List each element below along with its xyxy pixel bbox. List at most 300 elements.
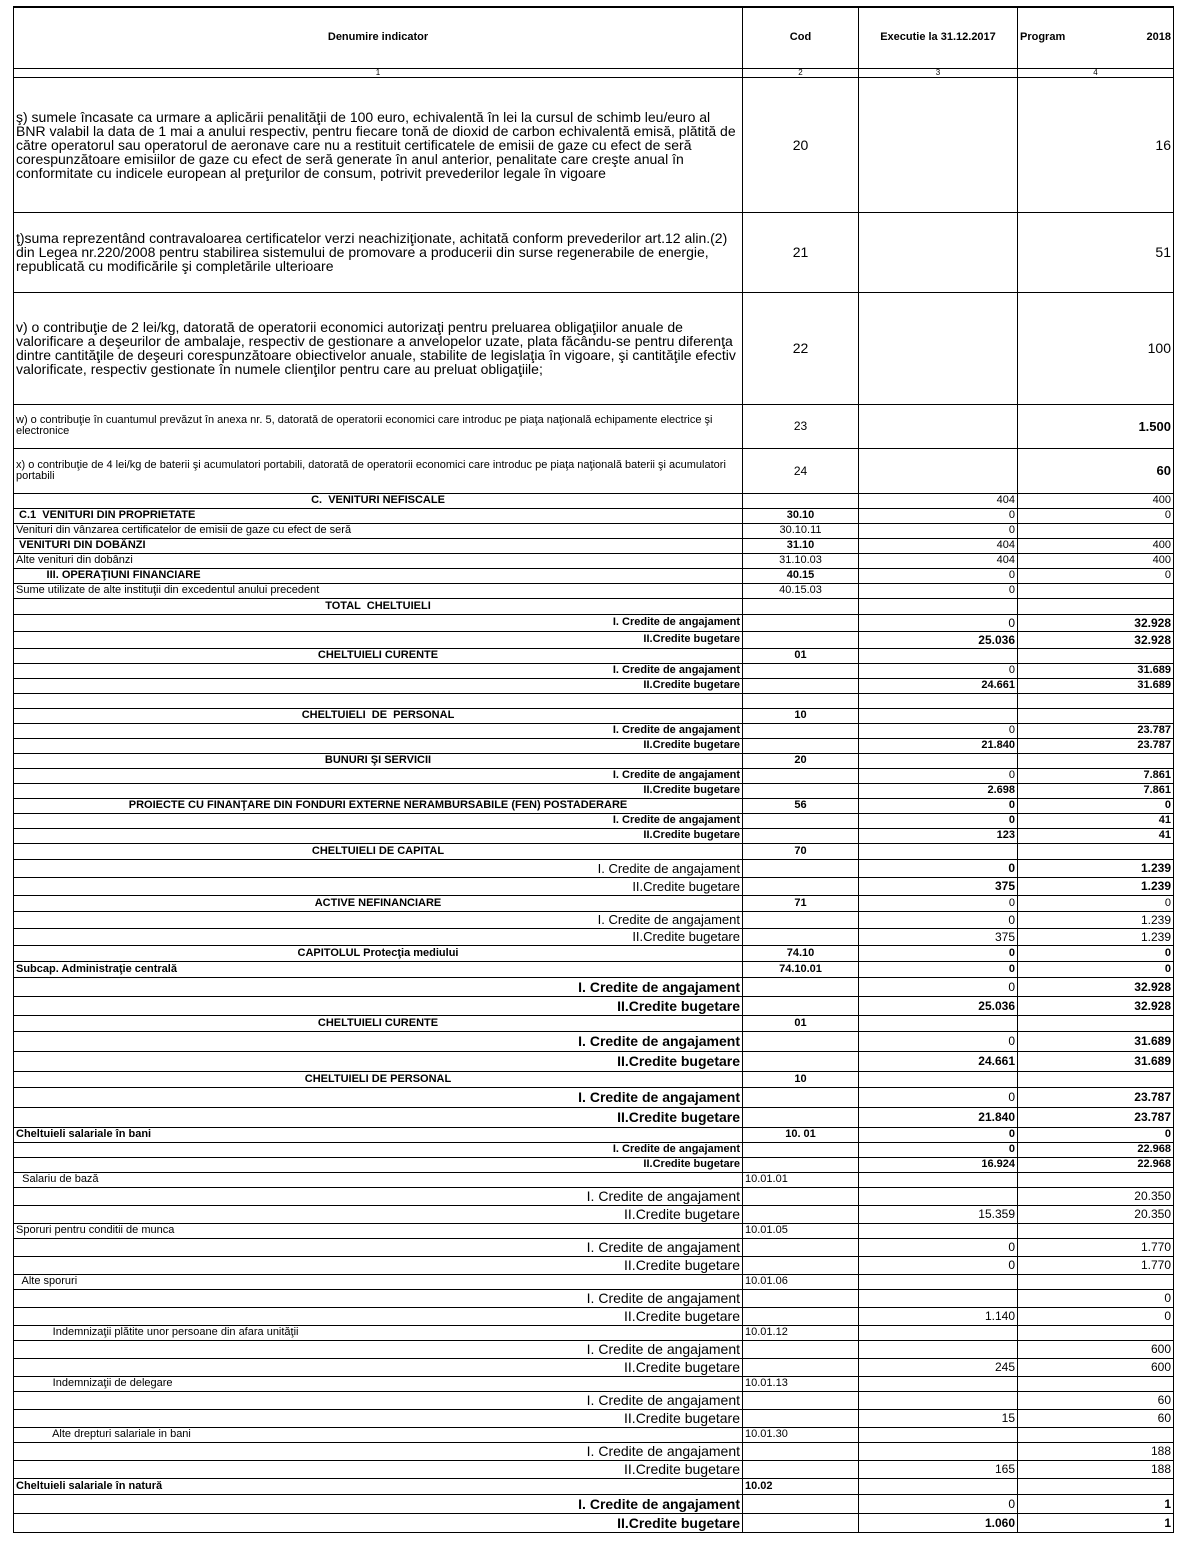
indicator-code: 10. 01 <box>743 1127 859 1142</box>
table-row <box>14 977 1174 996</box>
table-row <box>14 738 1174 753</box>
execution-value <box>859 693 1018 708</box>
indicator-name: Subcap. Administraţie centrală <box>14 961 743 977</box>
indicator-name: I. Credite de angajament <box>14 1391 743 1409</box>
execution-value: 2.698 <box>859 783 1018 798</box>
table-row <box>14 1223 1174 1238</box>
indicator-code: 22 <box>743 292 859 404</box>
program-value: 41 <box>1018 828 1174 843</box>
indicator-name: Alte drepturi salariale in bani <box>14 1427 743 1442</box>
indicator-name: x) o contribuţie de 4 lei/kg de baterii şi acumulatori portabili, datorată de operatorii economici care introduc pe piaţa naţională baterii şi acumulatori portabili <box>14 448 743 493</box>
execution-value: 21.840 <box>859 1107 1018 1127</box>
budget-table <box>13 6 1174 1533</box>
table-row <box>14 1031 1174 1051</box>
program-value <box>1018 1274 1174 1289</box>
program-value <box>1018 648 1174 663</box>
indicator-code <box>743 828 859 843</box>
execution-value: 0 <box>859 1031 1018 1051</box>
table-row <box>14 614 1174 631</box>
indicator-name: II.Credite bugetare <box>14 1205 743 1223</box>
indicator-name: II.Credite bugetare <box>14 1409 743 1427</box>
program-value <box>1018 1325 1174 1340</box>
table-row <box>14 678 1174 693</box>
program-value: 31.689 <box>1018 678 1174 693</box>
indicator-name: w) o contribuţie în cuantumul prevăzut în anexa nr. 5, datorată de operatorii economici care introduc pe piaţa naţională echipamente electrice şi electronice <box>14 404 743 448</box>
table-row <box>14 538 1174 553</box>
indicator-code: 74.10.01 <box>743 961 859 977</box>
execution-value <box>859 1427 1018 1442</box>
indicator-code <box>743 598 859 614</box>
program-value: 188 <box>1018 1442 1174 1460</box>
indicator-code: 31.10.03 <box>743 553 859 568</box>
indicator-code <box>743 768 859 783</box>
execution-value: 0 <box>859 768 1018 783</box>
program-value: 32.928 <box>1018 614 1174 631</box>
program-value: 0 <box>1018 895 1174 911</box>
indicator-code <box>743 1409 859 1427</box>
execution-value: 404 <box>859 493 1018 508</box>
indicator-code <box>743 493 859 508</box>
execution-value: 15 <box>859 1409 1018 1427</box>
table-row <box>14 1051 1174 1071</box>
indicator-code <box>743 911 859 928</box>
table-row <box>14 1256 1174 1274</box>
indicator-code: 40.15 <box>743 568 859 583</box>
indicator-name: I. Credite de angajament <box>14 1187 743 1205</box>
table-row <box>14 648 1174 663</box>
indicator-name: I. Credite de angajament <box>14 813 743 828</box>
indicator-name: II.Credite bugetare <box>14 1256 743 1274</box>
execution-value <box>859 1172 1018 1187</box>
indicator-code <box>743 1391 859 1409</box>
table-row <box>14 1172 1174 1187</box>
indicator-name: ş) sumele încasate ca urmare a aplicării penalităţii de 100 euro, echivalentă în lei la cursul de schimb leu/euro al BNR valabil la data de 1 mai a anului respectiv, pentru fiecare tonă de dioxid de carbon echivalentă emisă, plătită de către operatorul sau operatorul de aeronave care nu a restituit certificatele de emisii de gaze cu efect de seră corespunzătoare emisiilor de gaze cu efect de seră generate în anul anterior, penalitate care creşte anual în conformitate cu indicele european al preţurilor de consum, potrivit prevederilor legale în vigoare <box>14 77 743 212</box>
table-row <box>14 828 1174 843</box>
indicator-name: PROIECTE CU FINANŢARE DIN FONDURI EXTERNE NERAMBURSABILE (FEN) POSTADERARE <box>14 798 743 813</box>
indicator-name: Salariu de bază <box>14 1172 743 1187</box>
program-value: 1.239 <box>1018 911 1174 928</box>
program-value <box>1018 1172 1174 1187</box>
execution-value: 15.359 <box>859 1205 1018 1223</box>
indicator-code <box>743 1107 859 1127</box>
indicator-code <box>743 996 859 1015</box>
execution-value: 245 <box>859 1358 1018 1376</box>
table-row <box>14 1442 1174 1460</box>
table-row <box>14 1325 1174 1340</box>
indicator-name: VENITURI DIN DOBÂNZI <box>14 538 743 553</box>
program-value: 23.787 <box>1018 738 1174 753</box>
table-row <box>14 911 1174 928</box>
program-value <box>1018 708 1174 723</box>
indicator-code <box>743 693 859 708</box>
header-execution: Executie la 31.12.2017 <box>859 7 1018 68</box>
execution-value <box>859 77 1018 212</box>
execution-value: 0 <box>859 859 1018 877</box>
table-row <box>14 292 1174 404</box>
column-number: 2 <box>743 68 859 77</box>
indicator-code <box>743 1442 859 1460</box>
table-row <box>14 1460 1174 1478</box>
indicator-code: 10.02 <box>743 1478 859 1494</box>
indicator-code <box>743 1289 859 1307</box>
program-value <box>1018 753 1174 768</box>
indicator-code <box>743 1051 859 1071</box>
program-value: 32.928 <box>1018 977 1174 996</box>
indicator-name: I. Credite de angajament <box>14 1340 743 1358</box>
execution-value: 1.140 <box>859 1307 1018 1325</box>
program-value: 41 <box>1018 813 1174 828</box>
table-row <box>14 1376 1174 1391</box>
program-value: 400 <box>1018 538 1174 553</box>
program-value: 1 <box>1018 1494 1174 1513</box>
table-row <box>14 708 1174 723</box>
program-value: 1.770 <box>1018 1238 1174 1256</box>
table-row <box>14 1238 1174 1256</box>
program-value: 600 <box>1018 1340 1174 1358</box>
indicator-code: 74.10 <box>743 945 859 961</box>
program-value: 0 <box>1018 961 1174 977</box>
execution-value: 0 <box>859 895 1018 911</box>
indicator-name: CHELTUIELI DE PERSONAL <box>14 1071 743 1087</box>
table-row <box>14 493 1174 508</box>
table-row <box>14 798 1174 813</box>
indicator-code: 10.01.12 <box>743 1325 859 1340</box>
execution-value: 0 <box>859 1142 1018 1157</box>
table-row <box>14 1274 1174 1289</box>
execution-value <box>859 1015 1018 1031</box>
indicator-name: II.Credite bugetare <box>14 738 743 753</box>
execution-value <box>859 598 1018 614</box>
indicator-name: I. Credite de angajament <box>14 977 743 996</box>
indicator-code <box>743 614 859 631</box>
indicator-code <box>743 1205 859 1223</box>
table-row <box>14 1127 1174 1142</box>
execution-value: 0 <box>859 1238 1018 1256</box>
indicator-name: II.Credite bugetare <box>14 1460 743 1478</box>
program-value: 31.689 <box>1018 1051 1174 1071</box>
program-value: 60 <box>1018 1409 1174 1427</box>
table-row <box>14 1513 1174 1532</box>
indicator-code <box>743 738 859 753</box>
program-value: 7.861 <box>1018 768 1174 783</box>
indicator-code <box>743 928 859 945</box>
indicator-name: BUNURI ŞI SERVICII <box>14 753 743 768</box>
execution-value <box>859 1391 1018 1409</box>
indicator-name: II.Credite bugetare <box>14 996 743 1015</box>
program-value: 0 <box>1018 1289 1174 1307</box>
table-row <box>14 77 1174 212</box>
table-row <box>14 843 1174 859</box>
program-value <box>1018 1223 1174 1238</box>
program-value: 23.787 <box>1018 1087 1174 1107</box>
indicator-name: CHELTUIELI CURENTE <box>14 648 743 663</box>
indicator-name: II.Credite bugetare <box>14 631 743 648</box>
execution-value: 0 <box>859 568 1018 583</box>
table-row <box>14 1087 1174 1107</box>
execution-value: 24.661 <box>859 1051 1018 1071</box>
indicator-name: II.Credite bugetare <box>14 1051 743 1071</box>
indicator-name: TOTAL CHELTUIELI <box>14 598 743 614</box>
indicator-name: Sporuri pentru conditii de munca <box>14 1223 743 1238</box>
table-row <box>14 1157 1174 1172</box>
table-row <box>14 1187 1174 1205</box>
indicator-name: CHELTUIELI DE PERSONAL <box>14 708 743 723</box>
execution-value <box>859 648 1018 663</box>
indicator-code: 10 <box>743 1071 859 1087</box>
indicator-code: 10 <box>743 708 859 723</box>
column-number: 3 <box>859 68 1018 77</box>
table-row <box>14 693 1174 708</box>
execution-value: 0 <box>859 945 1018 961</box>
program-value: 400 <box>1018 493 1174 508</box>
table-row <box>14 813 1174 828</box>
execution-value: 0 <box>859 523 1018 538</box>
program-value <box>1018 598 1174 614</box>
table-row <box>14 1142 1174 1157</box>
indicator-name: Cheltuieli salariale în bani <box>14 1127 743 1142</box>
indicator-code: 10.01.01 <box>743 1172 859 1187</box>
execution-value: 0 <box>859 813 1018 828</box>
indicator-name: II.Credite bugetare <box>14 828 743 843</box>
program-value: 16 <box>1018 77 1174 212</box>
indicator-code: 21 <box>743 212 859 292</box>
indicator-name: Venituri din vânzarea certificatelor de emisii de gaze cu efect de seră <box>14 523 743 538</box>
execution-value: 0 <box>859 508 1018 523</box>
table-row <box>14 928 1174 945</box>
program-value: 100 <box>1018 292 1174 404</box>
indicator-name: II.Credite bugetare <box>14 678 743 693</box>
indicator-name: I. Credite de angajament <box>14 1087 743 1107</box>
program-value: 22.968 <box>1018 1142 1174 1157</box>
table-row <box>14 1071 1174 1087</box>
indicator-name: Indemnizaţii plătite unor persoane din afara unităţii <box>14 1325 743 1340</box>
table-row <box>14 859 1174 877</box>
indicator-code <box>743 1238 859 1256</box>
indicator-code <box>743 783 859 798</box>
indicator-name: I. Credite de angajament <box>14 1289 743 1307</box>
table-row <box>14 1307 1174 1325</box>
program-value: 31.689 <box>1018 1031 1174 1051</box>
program-value <box>1018 693 1174 708</box>
program-value: 51 <box>1018 212 1174 292</box>
program-value: 1 <box>1018 1513 1174 1532</box>
indicator-name: III. OPERAŢIUNI FINANCIARE <box>14 568 743 583</box>
indicator-name: II.Credite bugetare <box>14 1358 743 1376</box>
indicator-name: I. Credite de angajament <box>14 1142 743 1157</box>
column-number: 1 <box>14 68 743 77</box>
table-row <box>14 212 1174 292</box>
execution-value: 24.661 <box>859 678 1018 693</box>
program-value <box>1018 523 1174 538</box>
program-value: 60 <box>1018 448 1174 493</box>
table-row <box>14 1478 1174 1494</box>
indicator-name: I. Credite de angajament <box>14 1442 743 1460</box>
execution-value: 0 <box>859 977 1018 996</box>
execution-value <box>859 1325 1018 1340</box>
execution-value: 0 <box>859 798 1018 813</box>
execution-value: 0 <box>859 911 1018 928</box>
program-value <box>1018 843 1174 859</box>
execution-value: 25.036 <box>859 996 1018 1015</box>
column-number-row <box>14 68 1174 77</box>
indicator-code: 01 <box>743 648 859 663</box>
indicator-name: I. Credite de angajament <box>14 1494 743 1513</box>
execution-value: 0 <box>859 961 1018 977</box>
execution-value: 0 <box>859 1087 1018 1107</box>
indicator-code: 10.01.05 <box>743 1223 859 1238</box>
indicator-name: Sume utilizate de alte instituţii din excedentul anului precedent <box>14 583 743 598</box>
program-value: 400 <box>1018 553 1174 568</box>
program-value: 20.350 <box>1018 1205 1174 1223</box>
indicator-code: 24 <box>743 448 859 493</box>
indicator-code <box>743 813 859 828</box>
indicator-code <box>743 678 859 693</box>
table-row <box>14 1015 1174 1031</box>
indicator-name: C. VENITURI NEFISCALE <box>14 493 743 508</box>
program-value: 23.787 <box>1018 1107 1174 1127</box>
indicator-code: 31.10 <box>743 538 859 553</box>
indicator-code: 10.01.06 <box>743 1274 859 1289</box>
execution-value <box>859 1274 1018 1289</box>
indicator-name: CHELTUIELI CURENTE <box>14 1015 743 1031</box>
indicator-name: v) o contribuţie de 2 lei/kg, datorată de operatorii economici autorizaţi pentru preluarea obligaţiilor anuale de valorificare a deşeurilor de ambalaje, respectiv de gestionare a anvelopelor uzate, plata făcându-se pentru diferenţa dintre cantităţile de deşeuri corespunzătoare obiectivelor anuale, stabilite de legislaţia în vigoare, şi cantităţile efectiv valorificate, respectiv gestionate în numele clienţilor pentru care au preluat obligaţiile; <box>14 292 743 404</box>
indicator-name: I. Credite de angajament <box>14 614 743 631</box>
execution-value: 0 <box>859 663 1018 678</box>
indicator-code: 56 <box>743 798 859 813</box>
indicator-code: 71 <box>743 895 859 911</box>
program-value: 0 <box>1018 945 1174 961</box>
program-value: 1.239 <box>1018 877 1174 895</box>
indicator-name: ţ)suma reprezentând contravaloarea certificatelor verzi neachiziţionate, achitată conform prevederilor art.12 alin.(2) din Legea nr.220/2008 pentru stabilirea sistemului de promovare a producerii din surse regenerabile de energie, republicată cu modificările şi completările ulterioare <box>14 212 743 292</box>
indicator-name: II.Credite bugetare <box>14 877 743 895</box>
indicator-name: Indemnizaţii de delegare <box>14 1376 743 1391</box>
execution-value <box>859 1223 1018 1238</box>
indicator-name: I. Credite de angajament <box>14 1031 743 1051</box>
indicator-code: 70 <box>743 843 859 859</box>
table-row <box>14 1358 1174 1376</box>
indicator-name: Alte venituri din dobânzi <box>14 553 743 568</box>
program-value: 0 <box>1018 568 1174 583</box>
indicator-code: 20 <box>743 77 859 212</box>
program-value: 31.689 <box>1018 663 1174 678</box>
indicator-name: II.Credite bugetare <box>14 928 743 945</box>
program-value: 188 <box>1018 1460 1174 1478</box>
execution-value: 0 <box>859 1494 1018 1513</box>
indicator-code <box>743 1460 859 1478</box>
program-value: 0 <box>1018 1307 1174 1325</box>
execution-value <box>859 448 1018 493</box>
table-row <box>14 1340 1174 1358</box>
program-value: 23.787 <box>1018 723 1174 738</box>
execution-value <box>859 1478 1018 1494</box>
execution-value <box>859 1071 1018 1087</box>
execution-value <box>859 1442 1018 1460</box>
table-row <box>14 753 1174 768</box>
indicator-name: II.Credite bugetare <box>14 1157 743 1172</box>
column-number: 4 <box>1018 68 1174 77</box>
table-row <box>14 961 1174 977</box>
program-value <box>1018 1071 1174 1087</box>
program-value: 7.861 <box>1018 783 1174 798</box>
indicator-name: Alte sporuri <box>14 1274 743 1289</box>
table-row <box>14 1205 1174 1223</box>
indicator-code <box>743 1307 859 1325</box>
header-indicator: Denumire indicator <box>14 7 743 68</box>
program-value: 1.239 <box>1018 928 1174 945</box>
table-row <box>14 723 1174 738</box>
indicator-code: 01 <box>743 1015 859 1031</box>
indicator-name: I. Credite de angajament <box>14 1238 743 1256</box>
program-value <box>1018 1376 1174 1391</box>
program-value: 22.968 <box>1018 1157 1174 1172</box>
table-row <box>14 1107 1174 1127</box>
table-row <box>14 598 1174 614</box>
table-row <box>14 783 1174 798</box>
program-value: 600 <box>1018 1358 1174 1376</box>
table-row <box>14 568 1174 583</box>
indicator-name: I. Credite de angajament <box>14 723 743 738</box>
indicator-name: ACTIVE NEFINANCIARE <box>14 895 743 911</box>
program-value: 0 <box>1018 1127 1174 1142</box>
indicator-name: II.Credite bugetare <box>14 783 743 798</box>
execution-value: 0 <box>859 1256 1018 1274</box>
execution-value: 404 <box>859 553 1018 568</box>
indicator-name <box>14 693 743 708</box>
execution-value <box>859 753 1018 768</box>
indicator-name: I. Credite de angajament <box>14 768 743 783</box>
program-value <box>1018 1478 1174 1494</box>
indicator-code <box>743 1256 859 1274</box>
indicator-name: CAPITOLUL Protecţia mediului <box>14 945 743 961</box>
indicator-code <box>743 723 859 738</box>
execution-value <box>859 404 1018 448</box>
indicator-code: 10.01.30 <box>743 1427 859 1442</box>
indicator-code <box>743 877 859 895</box>
header-program-label: Program <box>1020 31 1066 44</box>
table-row <box>14 523 1174 538</box>
table-row <box>14 1409 1174 1427</box>
program-value <box>1018 583 1174 598</box>
indicator-code: 40.15.03 <box>743 583 859 598</box>
execution-value: 123 <box>859 828 1018 843</box>
indicator-code <box>743 1157 859 1172</box>
indicator-name: I. Credite de angajament <box>14 911 743 928</box>
indicator-name: I. Credite de angajament <box>14 663 743 678</box>
table-row <box>14 1494 1174 1513</box>
indicator-code: 30.10 <box>743 508 859 523</box>
table-row <box>14 1289 1174 1307</box>
table-row <box>14 448 1174 493</box>
execution-value <box>859 292 1018 404</box>
table-row <box>14 583 1174 598</box>
table-row <box>14 404 1174 448</box>
indicator-code <box>743 977 859 996</box>
indicator-name: Cheltuieli salariale în natură <box>14 1478 743 1494</box>
program-value: 60 <box>1018 1391 1174 1409</box>
program-value: 1.770 <box>1018 1256 1174 1274</box>
program-value: 1.500 <box>1018 404 1174 448</box>
program-value: 32.928 <box>1018 996 1174 1015</box>
table-row <box>14 768 1174 783</box>
indicator-code <box>743 859 859 877</box>
table-row <box>14 508 1174 523</box>
table-row <box>14 895 1174 911</box>
header-code: Cod <box>743 7 859 68</box>
execution-value: 0 <box>859 583 1018 598</box>
execution-value: 0 <box>859 614 1018 631</box>
execution-value <box>859 1376 1018 1391</box>
indicator-code <box>743 663 859 678</box>
